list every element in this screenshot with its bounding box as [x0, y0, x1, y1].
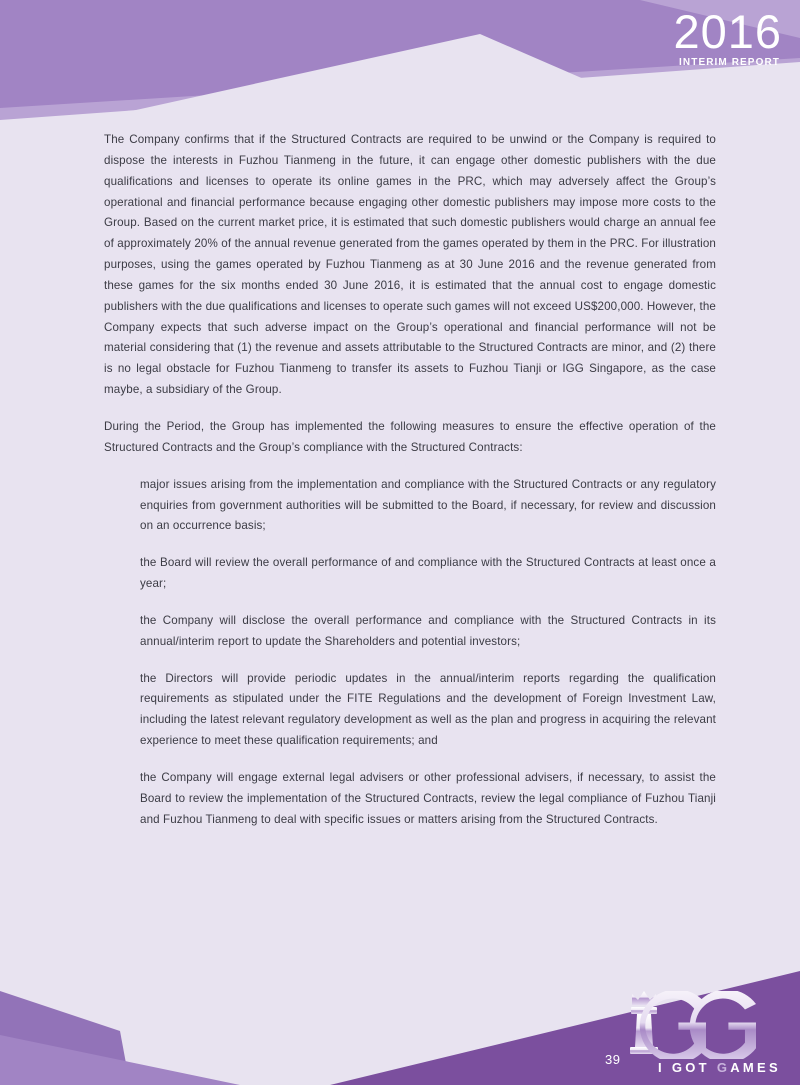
tagline-segment-i-got: I GOT — [658, 1060, 717, 1075]
tagline-segment-g: G — [716, 1060, 731, 1075]
measure-item-directors-updates: the Directors will provide periodic updates in the annual/interim reports regarding the qualification requirements as stipulated under the FITE Regulations and the development of Foreign Investment Law, including the latest relevant regulatory development as well as the plan and progress in acquiring the relevant experience to meet these qualification requirements; and — [140, 671, 716, 748]
report-subtitle: INTERIM REPORT — [679, 57, 780, 68]
igg-logo-mark — [622, 991, 782, 1059]
measure-item-company-disclose: the Company will disclose the overall performance and compliance with the Structured Contracts in its annual/interim report to update the Shareholders and potential investors; — [140, 613, 716, 648]
report-header-title — [673, 5, 782, 68]
measure-item-board-review: the Board will review the overall performance of and compliance with the Structured Contracts at least once a year; — [140, 556, 716, 591]
paragraph-measures-intro: During the Period, the Group has implemented the following measures to ensure the effective operation of the Structured Contracts and the Group’s compliance with the Structured Contracts: — [104, 419, 716, 454]
tagline-segment-ames: AMES — [730, 1060, 781, 1075]
measure-item-major-issues: major issues arising from the implementation and compliance with the Structured Contracts or any regulatory enquiries from government authorities will be submitted to the Board, if necessary, for review and discussion on an occurrence basis; — [140, 477, 716, 533]
measure-item-external-advisers: the Company will engage external legal advisers or other professional advisers, if necessary, to assist the Board to review the implementation of the Structured Contracts, review the legal compliance of Fuzhou Tianji and Fuzhou Tianmeng to deal with specific issues or matters arising from the Structured Contracts. — [140, 770, 716, 826]
page-number: 39 — [605, 1052, 621, 1067]
igg-tagline — [622, 1060, 781, 1075]
igg-logo — [622, 991, 782, 1075]
report-year: 2016 — [673, 5, 782, 58]
paragraph-structured-contracts-unwind: The Company confirms that if the Structured Contracts are required to be unwind or the Company is required to dispose the interests in Fuzhou Tianmeng in the future, it can engage other domestic publishers with the due qualifications and licenses to operate its online games in the PRC, which may adversely affect the Group’s operational and financial performance because engaging other domestic publishers may impose more costs to the Group. Based on the current market price, it is estimated that such domestic publishers would charge an annual fee of approximately 20% of the annual revenue generated from the games operated by them in the PRC. For illustration purposes, using the games operated by Fuzhou Tianmeng as at 30 June 2016 and the revenue generated from these games for the six months ended 30 June 2016, it is estimated that the annual cost to engage domestic publishers with the due qualifications and licenses to operate such games will not exceed US$200,000. However, the Company expects that such adverse impact on the Group’s operational and financial performance will not be material considering that (1) the revenue and assets attributable to the Structured Contracts are minor, and (2) there is no legal obstacle for Fuzhou Tianmeng to transfer its assets to Fuzhou Tianji or IGG Singapore, as the case maybe, a subsidiary of the Group. — [104, 133, 716, 397]
page-content — [104, 130, 716, 830]
